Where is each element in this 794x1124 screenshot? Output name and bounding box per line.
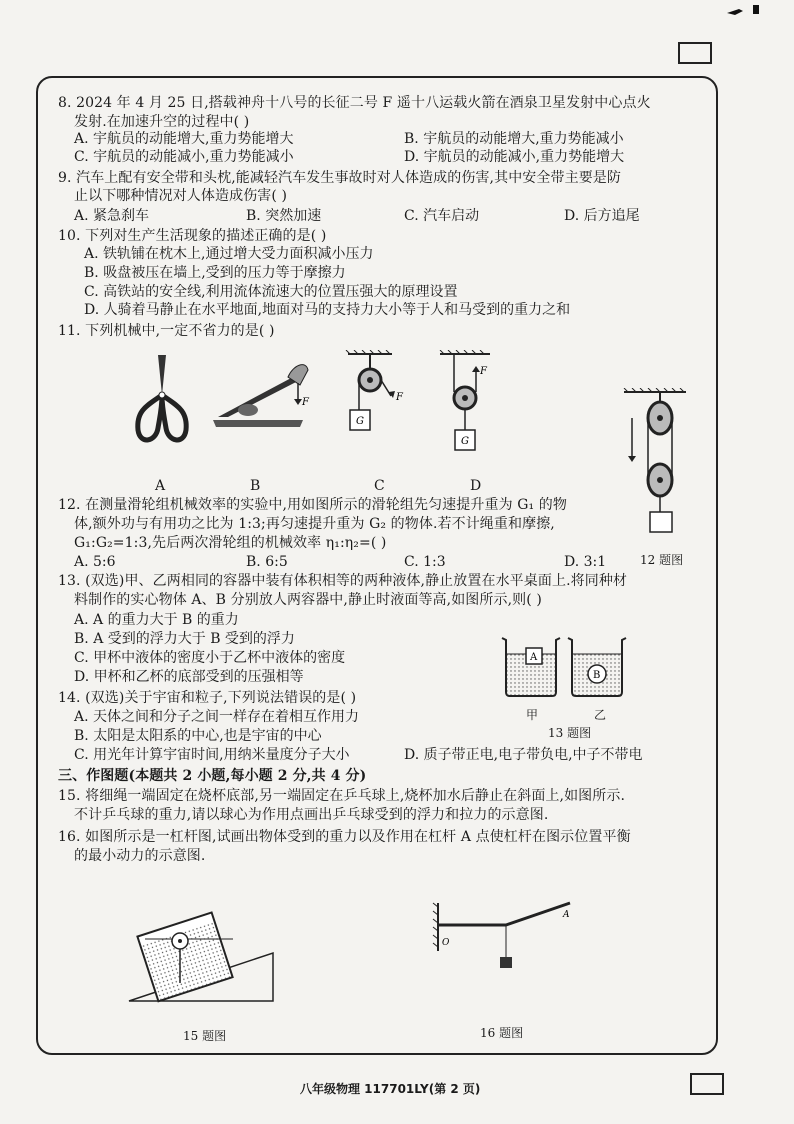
movable-pulley-figure [430,350,500,464]
q10-option-d: D. 人骑着马静止在水平地面,地面对马的支持力大小等于人和马受到的重力之和 [84,302,571,318]
page-footer: 八年级物理 117701LY(第 2 页) [300,1082,481,1096]
q9-option-a: A. 紧急刹车 [74,208,150,224]
q11-d-force-label: F [480,366,487,377]
q12-option-c: C. 1:3 [404,554,446,570]
q16-line1: 16. 如图所示是一杠杆图,试画出物体受到的重力以及作用在杠杆 A 点使杠杆在图示位置平衡 [58,829,631,845]
fixed-pulley-figure [340,350,410,449]
q9-line2: 止以下哪种情况对人体造成伤害( ) [74,188,288,204]
q8-option-b: B. 宇航员的动能增大,重力势能减小 [404,131,624,147]
paper-cutter-figure [208,355,318,439]
q13-option-c: C. 甲杯中液体的密度小于乙杯中液体的密度 [74,650,346,666]
q9-option-d: D. 后方追尾 [564,208,640,224]
beakers-figure [498,634,628,704]
q12-option-a: A. 5:6 [74,554,116,570]
top-right-box [678,42,712,64]
top-scan-mark [725,2,765,16]
q14-option-b: B. 太阳是太阳系的中心,也是宇宙的中心 [74,728,322,744]
q8-option-c: C. 宇航员的动能减小,重力势能减小 [74,149,294,165]
q11-d-weight-label: G [461,436,469,447]
q8-option-a: A. 宇航员的动能增大,重力势能增大 [74,131,294,147]
q14-option-a: A. 天体之间和分子之间一样存在着相互作用力 [74,709,360,725]
q14-option-d: D. 质子带正电,电子带负电,中子不带电 [404,747,643,763]
q16-figure-caption: 16 题图 [480,1026,524,1040]
section3-title: 三、作图题(本题共 2 小题,每小题 2 分,共 4 分) [58,768,367,784]
q11-stem: 11. 下列机械中,一定不省力的是( ) [58,323,275,339]
q12-line2: 体,额外功与有用功之比为 1:3;再匀速提升重为 G₂ 的物体.若不计绳重和摩擦, [74,516,555,532]
q8-line2: 发射.在加速升空的过程中( ) [74,114,250,130]
q16-label-o: O [442,938,450,948]
q11-b-force-label: F [302,397,309,408]
q9-option-b: B. 突然加速 [246,208,322,224]
q8-line1: 8. 2024 年 4 月 25 日,搭载神舟十八号的长征二号 F 遥十八运载火箭在酒泉卫星发射中心点火 [58,95,651,111]
q11-c-weight-label: G [356,416,364,427]
q13-cup1-label: 甲 [526,708,539,722]
q12-line3: G₁:G₂=1:3,先后两次滑轮组的机械效率 η₁:η₂=( ) [74,535,387,551]
q10-option-b: B. 吸盘被压在墙上,受到的压力等于摩擦力 [84,265,346,281]
q8-option-d: D. 宇航员的动能减小,重力势能增大 [404,149,625,165]
bottom-right-box [690,1073,724,1095]
q11-label-a: A [155,478,166,494]
slope-beaker-figure [125,905,285,1009]
q11-c-force-label: F [396,392,403,403]
q13-object-b-label: B [593,670,601,681]
q14-option-c: C. 用光年计算宇宙时间,用纳米量度分子大小 [74,747,350,763]
q12-option-d: D. 3:1 [564,554,607,570]
q13-option-a: A. A 的重力大于 B 的重力 [74,612,239,628]
q9-line1: 9. 汽车上配有安全带和头枕,能减轻汽车发生事故时对人体造成的伤害,其中安全带主要是防 [58,170,622,186]
pulley-block-figure [620,388,690,550]
lever-figure [430,895,580,979]
q11-label-c: C [374,478,385,494]
q16-line2: 的最小动力的示意图. [74,848,206,864]
q11-label-b: B [250,478,261,494]
q14-stem: 14. (双选)关于宇宙和粒子,下列说法错误的是( ) [58,690,357,706]
q13-object-a-label: A [530,652,538,663]
q10-option-a: A. 铁轨铺在枕木上,通过增大受力面积减小压力 [84,246,374,262]
q13-line2: 料制作的实心物体 A、B 分别放人两容器中,静止时液面等高,如图所示,则( ) [74,592,542,608]
q13-option-b: B. A 受到的浮力大于 B 受到的浮力 [74,631,295,647]
q12-figure-caption: 12 题图 [640,553,684,567]
q9-option-c: C. 汽车启动 [404,208,480,224]
q15-line2: 不计乒乓球的重力,请以球心为作用点画出乒乓球受到的浮力和拉力的示意图. [74,807,549,823]
q15-line1: 15. 将细绳一端固定在烧杯底部,另一端固定在乒乓球上,烧杯加水后静止在斜面上,如图所示. [58,788,626,804]
q10-option-c: C. 高铁站的安全线,利用流体流速大的位置压强大的原理设置 [84,284,458,300]
q11-label-d: D [470,478,482,494]
q10-stem: 10. 下列对生产生活现象的描述正确的是( ) [58,228,327,244]
q12-line1: 12. 在测量滑轮组机械效率的实验中,用如图所示的滑轮组先匀速提升重为 G₁ 的物 [58,497,567,513]
scissors-figure [128,350,198,449]
q13-option-d: D. 甲杯和乙杯的底部受到的压强相等 [74,669,304,685]
q13-figure-caption: 13 题图 [548,726,592,740]
q13-line1: 13. (双选)甲、乙两相同的容器中装有体积相等的两种液体,静止放置在水平桌面上.将同种材 [58,573,628,589]
q13-cup2-label: 乙 [594,708,607,722]
q16-label-a: A [563,910,570,920]
q12-option-b: B. 6:5 [246,554,288,570]
q15-figure-caption: 15 题图 [183,1029,227,1043]
